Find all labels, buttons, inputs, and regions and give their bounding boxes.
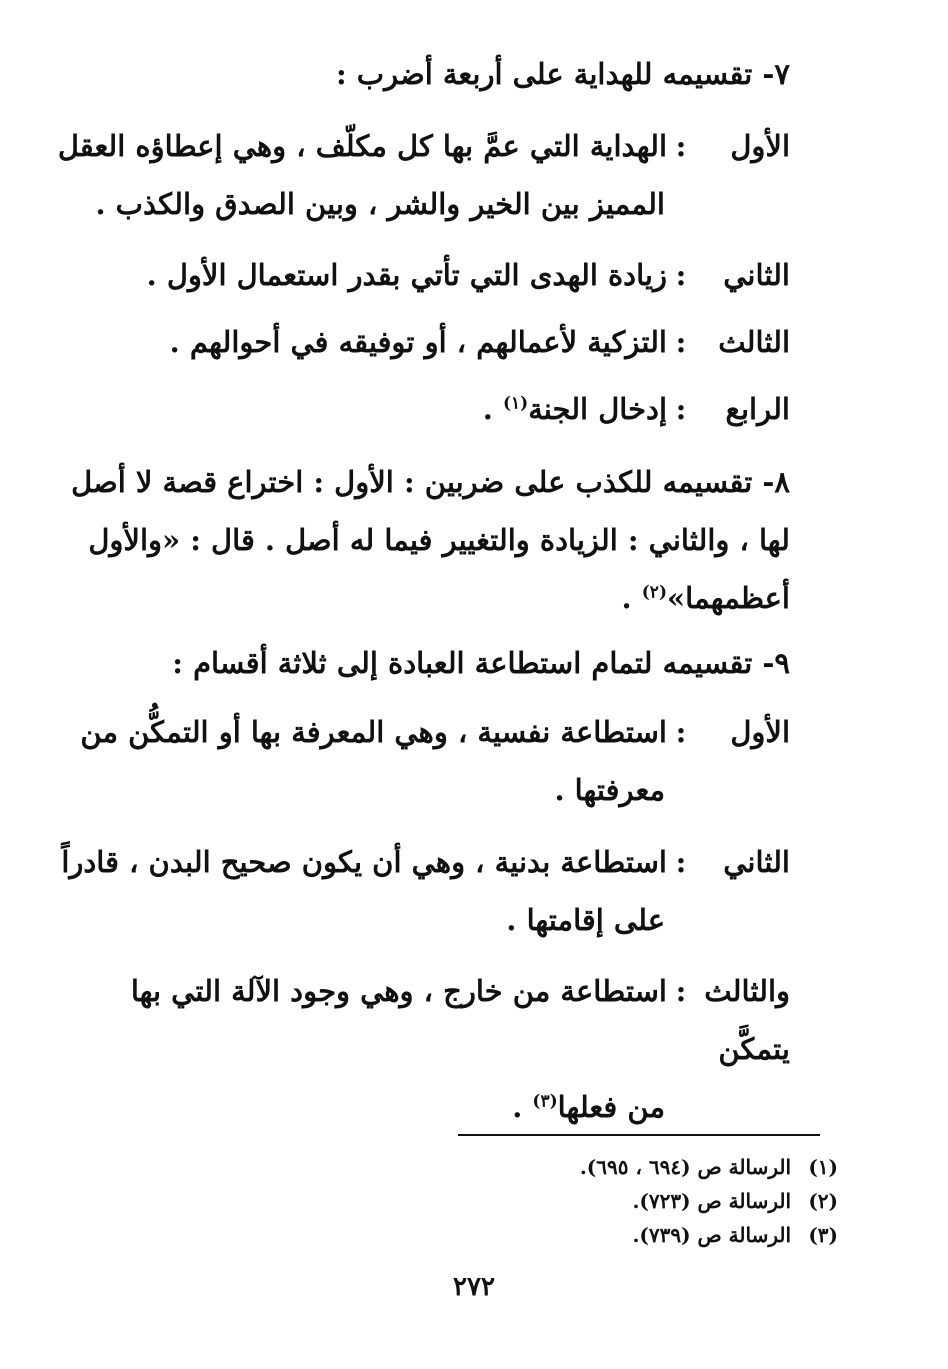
section-8-paragraph [50, 453, 790, 627]
item-continuation: المميز بين الخير والشر ، وبين الصدق والكذب . [95, 187, 665, 221]
item-label: الأول [730, 129, 790, 163]
item-colon: : [675, 258, 687, 292]
section-7-heading [50, 45, 790, 103]
footnote-text: الرسالة ص (٧٢٣). [632, 1189, 792, 1213]
item-end: . [482, 392, 503, 426]
list-item [50, 962, 790, 1136]
list-item [50, 246, 790, 304]
item-text: استطاعة نفسية ، وهي المعرفة بها أو التمكُّن من [80, 715, 667, 749]
item-end: . [512, 1090, 533, 1124]
item-continuation: معرفتها . [554, 773, 665, 807]
item-text: التزكية لأعمالهم ، أو توفيقه في أحوالهم . [169, 325, 667, 359]
footnote [338, 1218, 838, 1252]
footnote-ref: (٣) [532, 1091, 558, 1112]
para-line: ٨- تقسيمه للكذب على ضربين : الأول : اختراع قصة لا أصل [71, 465, 790, 499]
section-9-heading [50, 634, 790, 692]
footnote-text: الرسالة ص (٦٩٤ ، ٦٩٥). [579, 1155, 792, 1179]
footnote-number: (٢) [808, 1189, 838, 1213]
item-label: الرابع [725, 392, 790, 426]
footnotes [338, 1150, 838, 1252]
item-colon: : [675, 392, 687, 426]
list-item [50, 380, 790, 438]
para-line: لها ، والثاني : الزيادة والتغيير فيما له أصل . قال : «والأول [88, 523, 790, 557]
item-text: زيادة الهدى التي تأتي بقدر استعمال الأول . [146, 258, 667, 292]
item-continuation-text: من فعلها [557, 1090, 665, 1124]
item-colon: : [675, 325, 687, 359]
section-9-heading-text: ٩- تقسيمه لتمام استطاعة العبادة إلى ثلاثة أقسام : [172, 646, 790, 680]
item-label: والثالث [704, 974, 790, 1008]
item-label: الأول [730, 715, 790, 749]
item-colon: : [675, 129, 687, 163]
item-colon: : [675, 974, 687, 1008]
list-item [50, 313, 790, 371]
item-colon: : [675, 715, 687, 749]
item-text: الهداية التي عمَّ بها كل مكلّف ، وهي إعطاؤه العقل [57, 129, 667, 163]
item-continuation [50, 1078, 665, 1136]
item-colon: : [675, 845, 687, 879]
item-label: الثاني [723, 845, 790, 879]
footnote-ref: (٢) [641, 582, 667, 603]
item-label: الثاني [723, 258, 790, 292]
footnote [338, 1150, 838, 1184]
para-line [50, 569, 790, 627]
footnote-ref: (١) [502, 393, 529, 414]
footnote-number: (٣) [808, 1223, 838, 1247]
item-label: الثالث [718, 325, 790, 359]
item-continuation: على إقامتها . [506, 903, 665, 937]
list-item [50, 833, 790, 949]
footnote-separator [458, 1134, 820, 1136]
footnote-number: (١) [808, 1155, 838, 1179]
list-item [50, 703, 790, 819]
item-text: إدخال الجنة [528, 392, 667, 426]
item-text: استطاعة من خارج ، وهي وجود الآلة التي بها يتمكَّن [130, 974, 790, 1066]
page-number: ٢٧٢ [453, 1272, 495, 1302]
para-line-text: أعظمهما» [666, 581, 790, 615]
list-item [50, 117, 790, 233]
item-text: استطاعة بدنية ، وهي أن يكون صحيح البدن ، قادراً [61, 845, 667, 879]
footnote [338, 1184, 838, 1218]
section-7-heading-text: ٧- تقسيمه للهداية على أربعة أضرب : [335, 57, 790, 91]
footnote-text: الرسالة ص (٧٣٩). [632, 1223, 792, 1247]
para-end: . [621, 581, 642, 615]
